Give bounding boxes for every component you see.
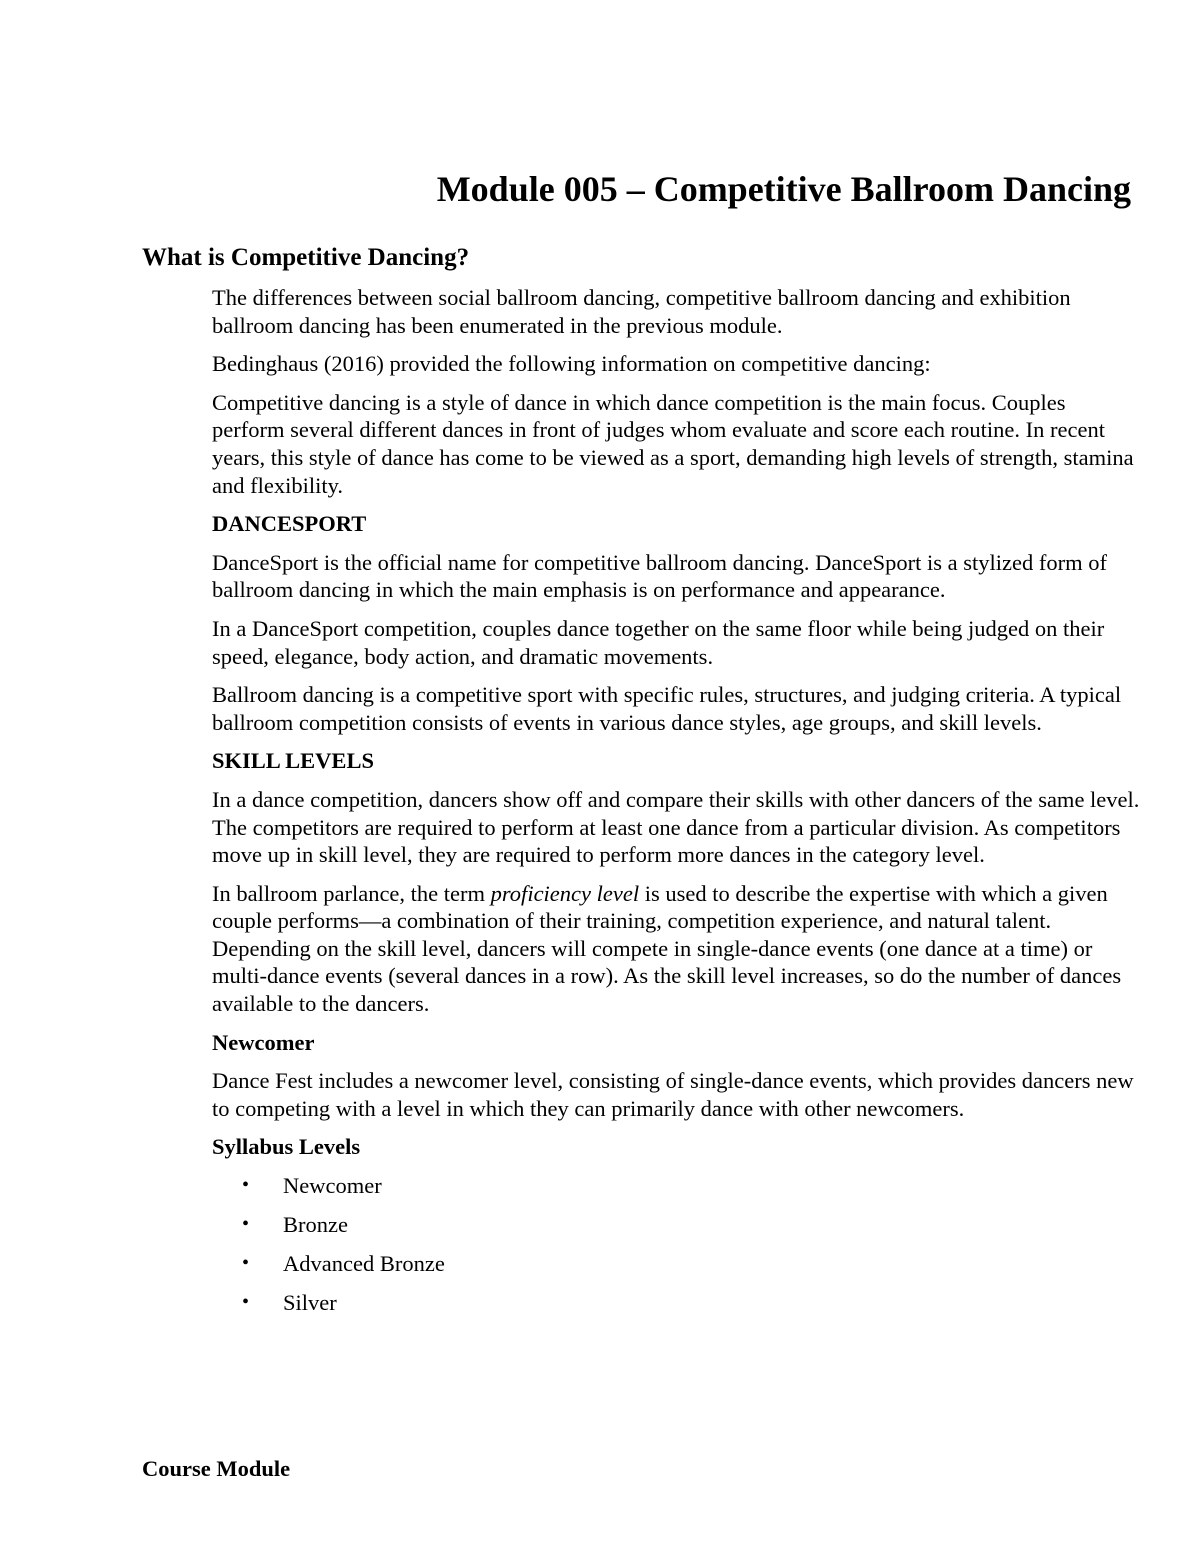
list-item (212, 1172, 1142, 1211)
section-heading: What is Competitive Dancing? (142, 244, 470, 271)
bullet-icon: • (242, 1213, 250, 1236)
syllabus-levels-list (212, 1172, 1142, 1328)
skill-paragraph-2-before: In ballroom parlance, the term (212, 880, 491, 906)
skill-paragraph-1: In a dance competition, dancers show off and compare their skills with other dancers of the same level. The competitors are required to perform at least one dance from a particular division. As competitors move up in skill level, they are required to perform more dances in the category level. (212, 786, 1140, 868)
dancesport-paragraph-1: DanceSport is the official name for competitive ballroom dancing. DanceSport is a stylized form of ballroom dancing in which the main emphasis is on performance and appearance. (212, 549, 1107, 603)
competitive-paragraph: Competitive dancing is a style of dance in which dance competition is the main focus. Couples perform several different dances in front of judges whom evaluate and score each routine. In recent years, this style of dance has come to be viewed as a sport, demanding high levels of strength, stamina and flexibility. (212, 389, 1134, 498)
dancesport-label: DANCESPORT (212, 511, 367, 537)
skill-paragraph-2 (212, 880, 1142, 1018)
list-item (212, 1211, 1142, 1250)
bullet-icon: • (242, 1174, 250, 1197)
syllabus-level-label: Newcomer (283, 1173, 382, 1199)
syllabus-level-label: Silver (283, 1290, 337, 1316)
intro-paragraph: The differences between social ballroom dancing, competitive ballroom dancing and exhibition ballroom dancing has been enumerated in the previous module. (212, 285, 1071, 338)
bedinghaus-paragraph: Bedinghaus (2016) provided the following information on competitive dancing: (212, 351, 931, 377)
syllabus-heading: Syllabus Levels (212, 1134, 361, 1160)
bullet-icon: • (242, 1252, 250, 1275)
skill-levels-label: SKILL LEVELS (212, 748, 374, 774)
footer-label: Course Module (142, 1456, 291, 1481)
bullet-icon: • (242, 1291, 250, 1314)
proficiency-level-term: proficiency level (490, 880, 640, 906)
newcomer-heading: Newcomer (212, 1029, 315, 1055)
document-body (212, 284, 1142, 1328)
syllabus-level-label: Bronze (283, 1212, 348, 1238)
skill-paragraph-2-after: is used to describe the expertise with which a given couple performs—a combination of their training, competition experience, and natural talent. Depending on the skill level, dancers will compete in single-dance events (one dance at a time) or multi-dance events (several dances in a row). As the skill level increases, so do the number of dances available to the dancers. (212, 880, 1122, 1017)
newcomer-paragraph: Dance Fest includes a newcomer level, consisting of single-dance events, which provides dancers new to competing with a level in which they can primarily dance with other newcomers. (212, 1068, 1134, 1121)
list-item (212, 1250, 1142, 1289)
dancesport-paragraph-3: Ballroom dancing is a competitive sport with specific rules, structures, and judging criteria. A typical ballroom competition consists of events in various dance styles, age groups, and skill levels. (212, 682, 1122, 735)
page-title: Module 005 – Competitive Ballroom Dancing (436, 169, 1131, 209)
dancesport-paragraph-2: In a DanceSport competition, couples dance together on the same floor while being judged on their speed, elegance, body action, and dramatic movements. (212, 615, 1105, 669)
syllabus-level-label: Advanced Bronze (283, 1251, 445, 1277)
list-item (212, 1289, 1142, 1328)
